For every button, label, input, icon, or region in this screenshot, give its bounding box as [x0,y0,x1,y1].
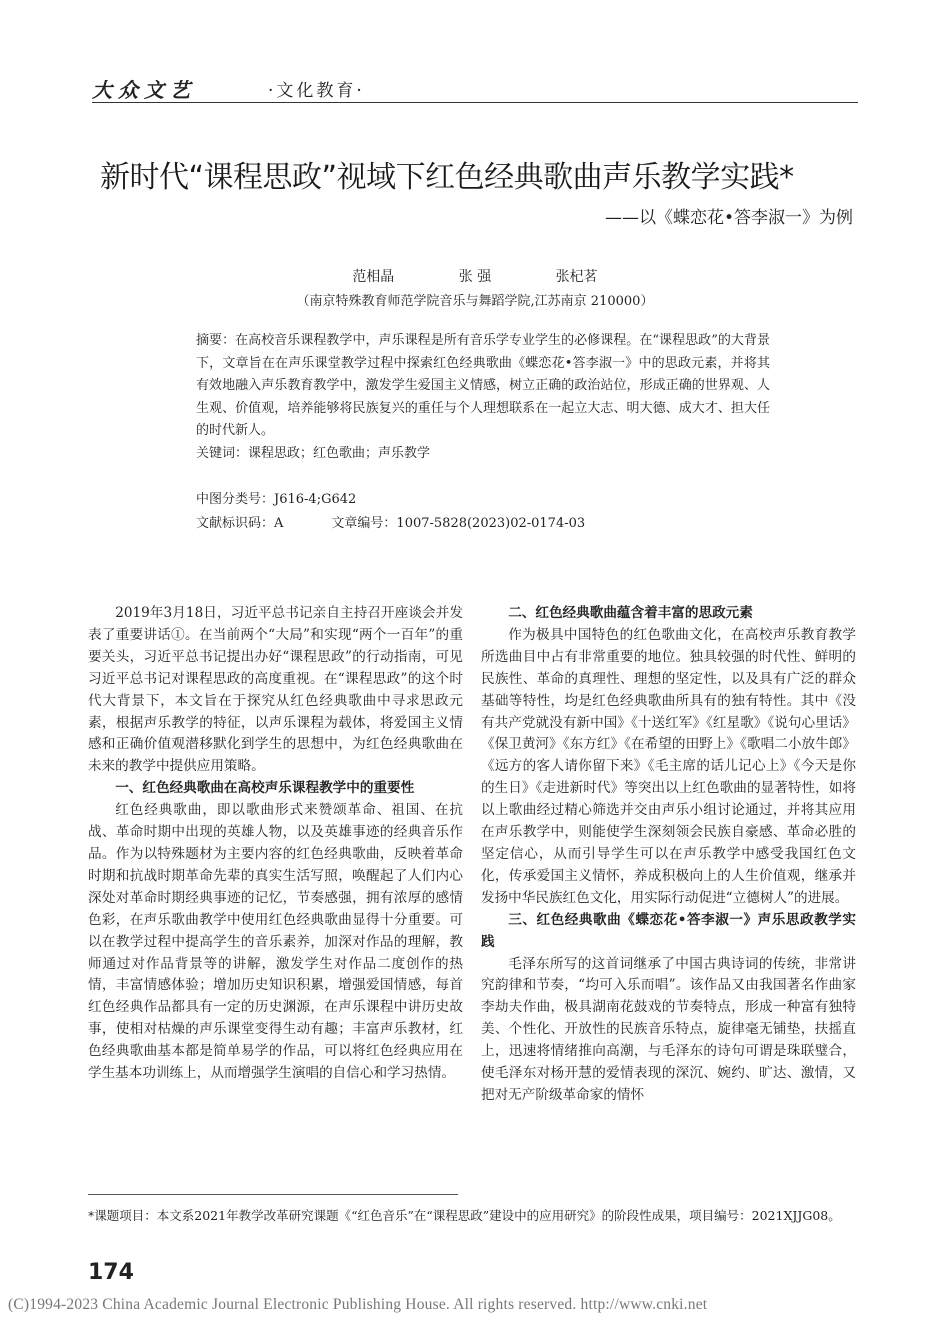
left-column [88,603,463,1085]
author-name: 张 强 [458,269,492,285]
section-name: ·文化教育· [268,81,365,101]
copyright-notice: (C)1994-2023 China Academic Journal Electronic Publishing House. All rights reserved. http://www.cnki.net [8,1296,708,1313]
author-name: 范相晶 [352,269,395,285]
page-number: 174 [88,1260,134,1285]
keywords [196,442,770,461]
footnote-rule [88,1194,458,1195]
clc-value: J616-4;G642 [274,492,357,507]
article-title: 新时代“课程思政”视域下红色经典歌曲声乐教学实践* [100,160,794,195]
section-heading-3: 三、红色经典歌曲《蝶恋花•答李淑一》声乐思政教学实践 [481,911,856,950]
keywords-text: 课程思政；红色歌曲；声乐教学 [248,446,431,461]
right-column [481,603,856,1107]
document-codes [196,512,585,531]
section-3-paragraph: 毛泽东所写的这首词继承了中国古典诗词的传统，非常讲究韵律和节奏，“均可入乐而唱”。该作品又由我国著名作曲家李劫夫作曲，极具湖南花鼓戏的节奏特点，形成一种富有独特美、个性化、开放性的民族音乐特点，旋律毫无铺垫，扶摇直上，迅速将情绪推向高潮，与毛泽东的诗句可谓是珠联璧合，使毛泽东对杨开慧的爱情表现的深沉、婉约、旷达、激情，又把对无产阶级革命家的情怀 [481,955,856,1103]
intro-paragraph: 2019年3月18日，习近平总书记亲自主持召开座谈会并发表了重要讲话①。在当前两个“大局”和实现“两个一百年”的重要关头，习近平总书记提出办好“课程思政”的行动指南，可见习近平总书记对课程思政的高度重视。在“课程思政”的这个时代大背景下，本文旨在于探究从红色经典歌曲中寻求思政元素，根据声乐教学的特征，以声乐课程为载体，将爱国主义情感和正确价值观潜移默化到学生的思想中，为红色经典歌曲在未来的教学中提供应用策略。 [88,605,463,775]
section-heading-2: 二、红色经典歌曲蕴含着丰富的思政元素 [508,605,753,621]
doc-code-value: A [274,516,284,531]
header-rule [92,102,858,103]
author-name: 张杞茗 [555,269,598,285]
article-no-label: 文章编号： [331,516,397,531]
abstract-label: 摘要： [196,333,236,348]
abstract-text: 在高校音乐课程教学中，声乐课程是所有音乐学专业学生的必修课程。在“课程思政”的大背景下，文章旨在在声乐课堂教学过程中探索红色经典歌曲《蝶恋花•答李淑一》中的思政元素，并将其有效地融入声乐教育教学中，激发学生爱国主义情感，树立正确的政治站位，形成正确的世界观、人生观、价值观，培养能够将民族复兴的重任与个人理想联系在一起立大志、明大德、成大才、担大任的时代新人。 [196,333,770,438]
author-list [0,266,950,286]
journal-name: 大众文艺 [92,78,196,102]
keywords-label: 关键词： [196,446,249,461]
footnote [88,1205,858,1227]
section-1-paragraph: 红色经典歌曲，即以歌曲形式来赞颂革命、祖国、在抗战、革命时期中出现的英雄人物，以及英雄事迹的经典音乐作品。作为以特殊题材为主要内容的红色经典歌曲，反映着革命时期和抗战时期革命先辈的真实生活写照，唤醒起了人们内心深处对革命时期经典事迹的记忆，节奏感强，拥有浓厚的感情色彩，在声乐歌曲教学中使用红色经典歌曲显得十分重要。可以在教学过程中提高学生的音乐素养，加深对作品的理解，教师通过对作品背景等的讲解，激发学生对作品二度创作的热情，丰富情感体验；增加历史知识积累，增强爱国情感，每首红色经典作品都具有一定的历史渊源，在声乐课程中讲历史故事，使相对枯燥的声乐课堂变得生动有趣；丰富声乐教材，红色经典歌曲基本都是简单易学的作品，可以将红色经典应用在学生基本功训练上，从而增强学生演唱的自信心和学习热情。 [88,802,463,1082]
footnote-label: *课题项目： [88,1208,157,1223]
section-2-paragraph: 作为极具中国特色的红色歌曲文化，在高校声乐教育教学所选曲目中占有非常重要的地位。独具较强的时代性、鲜明的民族性、革命的真理性、理想的坚定性，以及具有广泛的群众基础等特性，均是红色经典歌曲所具有的独有特性。其中《没有共产党就没有新中国》《十送红军》《红星歌》《说句心里话》《保卫黄河》《东方红》《在希望的田野上》《歌唱二小放牛郎》《远方的客人请你留下来》《毛主席的话儿记心上》《今天是你的生日》《走进新时代》等突出以上红色歌曲的显著特性，如将以上歌曲经过精心筛选并交由声乐小组讨论通过，并将其应用在声乐教学中，则能使学生深刻领会民族自豪感、革命必胜的坚定信心，从而引导学生可以在声乐教学中感受我国红色文化，传承爱国主义情怀，养成积极向上的人生价值观，继承并发扬中华民族红色文化，用实际行动促进“立德树人”的进展。 [481,626,856,906]
clc-label: 中图分类号： [196,492,275,507]
clc-number [196,488,356,507]
doc-code-label: 文献标识码： [196,516,275,531]
article-no-value: 1007-5828(2023)02-0174-03 [396,516,586,531]
section-heading-1: 一、红色经典歌曲在高校声乐课程教学中的重要性 [115,780,415,797]
footnote-text: 本文系2021年教学改革研究课题《“红色音乐”在“课程思政”建设中的应用研究》的阶段性成果，项目编号：2021XJJG08。 [156,1208,841,1223]
affiliation: （南京特殊教育师范学院音乐与舞蹈学院,江苏南京 210000） [296,294,654,309]
article-subtitle: ——以《蝶恋花•答李淑一》为例 [604,208,853,228]
abstract [196,330,770,443]
